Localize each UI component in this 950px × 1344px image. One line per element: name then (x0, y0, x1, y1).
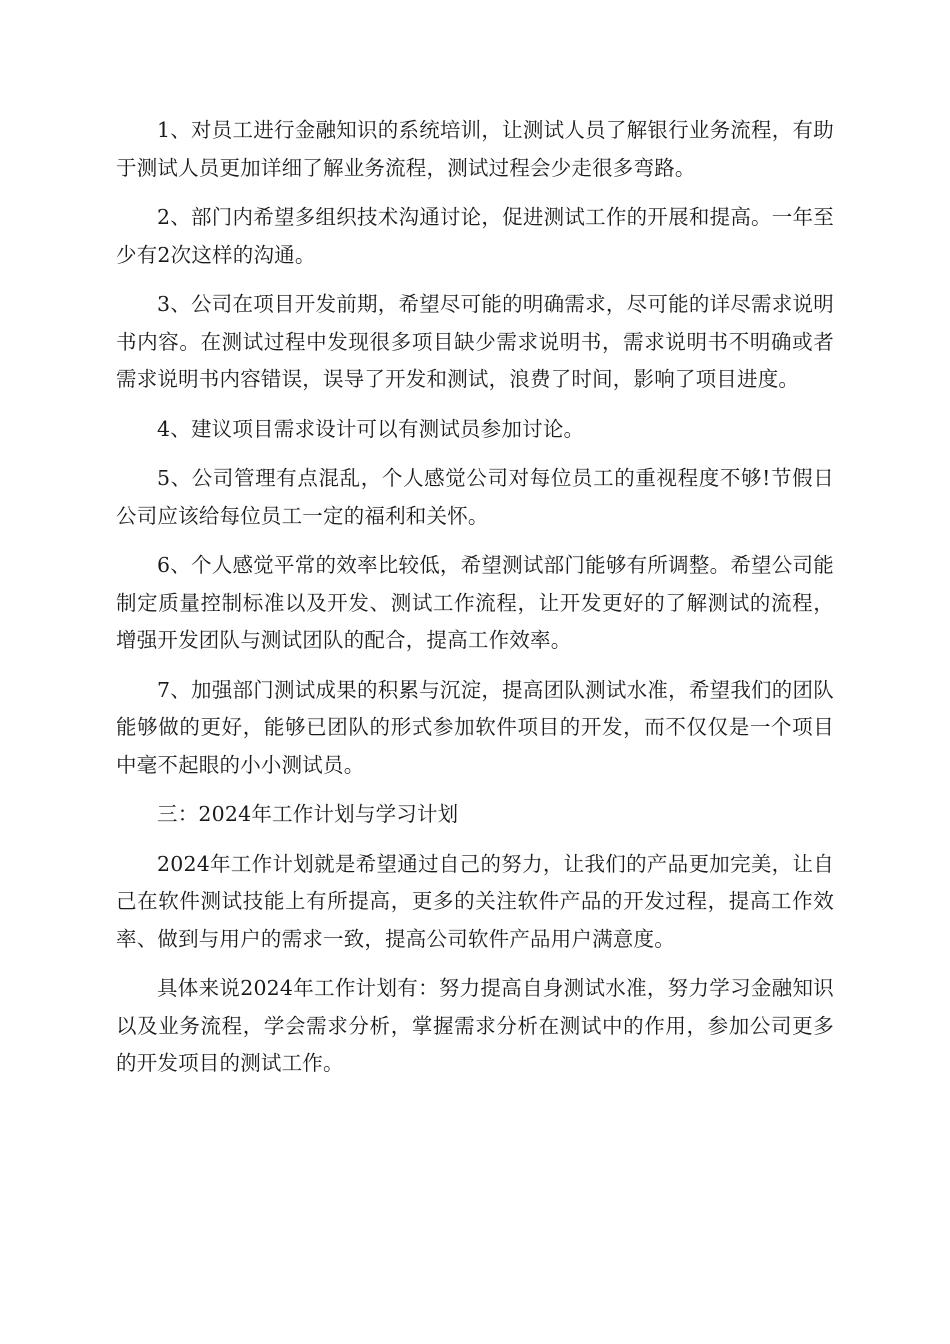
paragraph-plan-overview: 2024年工作计划就是希望通过自己的努力，让我们的产品更加完美，让自己在软件测试技能上有所提高，更多的关注软件产品的开发过程，提高工作效率、做到与用户的需求一致，提高公司软件产品用户满意度。 (116, 851, 834, 951)
paragraph-suggestion-5: 5、公司管理有点混乱，个人感觉公司对每位员工的重视程度不够!节假日公司应该给每位员工一定的福利和关怀。 (116, 466, 834, 528)
document-page (116, 112, 834, 1095)
paragraph-suggestion-3: 3、公司在项目开发前期，希望尽可能的明确需求，尽可能的详尽需求说明书内容。在测试过程中发现很多项目缺少需求说明书，需求说明书不明确或者需求说明书内容错误，误导了开发和测试，浪费了时间，影响了项目进度。 (116, 292, 834, 391)
section-heading-plan: 三：2024年工作计划与学习计划 (157, 802, 459, 826)
paragraph-suggestion-1: 1、对员工进行金融知识的系统培训，让测试人员了解银行业务流程，有助于测试人员更加详细了解业务流程，测试过程会少走很多弯路。 (116, 118, 834, 180)
paragraph-suggestion-7: 7、加强部门测试成果的积累与沉淀，提高团队测试水准，希望我们的团队能够做的更好，能够已团队的形式参加软件项目的开发，而不仅仅是一个项目中毫不起眼的小小测试员。 (116, 677, 834, 777)
paragraph-plan-details: 具体来说2024年工作计划有：努力提高自身测试水准，努力学习金融知识以及业务流程，学会需求分析，掌握需求分析在测试中的作用，参加公司更多的开发项目的测试工作。 (116, 976, 834, 1075)
paragraph-suggestion-6: 6、个人感觉平常的效率比较低，希望测试部门能够有所调整。希望公司能制定质量控制标准以及开发、测试工作流程，让开发更好的了解测试的流程，增强开发团队与测试团队的配合，提高工作效率。 (116, 553, 834, 652)
paragraph-suggestion-2: 2、部门内希望多组织技术沟通讨论，促进测试工作的开展和提高。一年至少有2次这样的沟通。 (116, 205, 834, 267)
paragraph-suggestion-4: 4、建议项目需求设计可以有测试员参加讨论。 (157, 416, 585, 441)
